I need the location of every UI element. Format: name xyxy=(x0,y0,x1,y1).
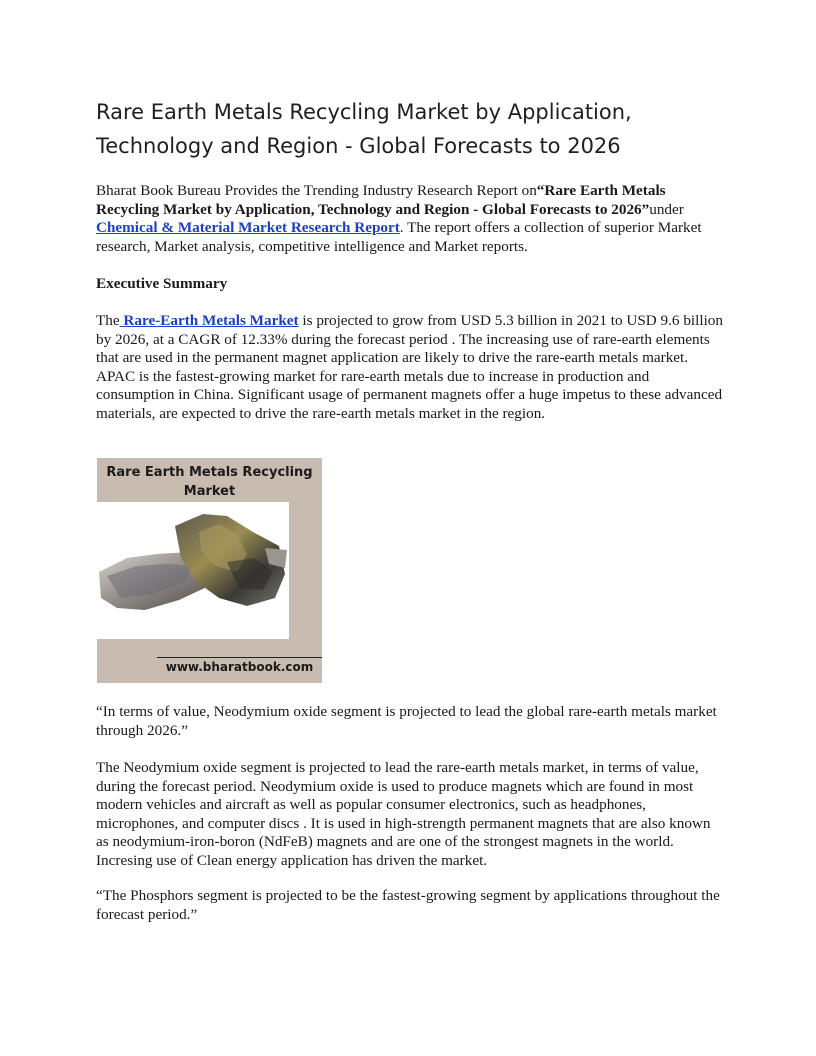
report-cover-figure xyxy=(97,458,322,683)
intro-suffix: . The report offers a collection of superior Market research, Market analysis, competitive intelligence and Market reports. xyxy=(96,219,702,255)
category-link[interactable]: Chemical & Material Market Research Report xyxy=(96,219,400,237)
neodymium-paragraph: The Neodymium oxide segment is projected to lead the rare-earth metals market, in terms of value, during the forecast period. Neodymium oxide is used to produce magnets which are found in most modern vehicles and aircraft as well as popular consumer electronics, such as headphones, microphones, and computer discs . It is used in high-strength permanent magnets that are also known as neodymium-iron-boron (NdFeB) magnets and are one of the strongest magnets in the world. Incresing use of Clean energy application has driven the market. xyxy=(96,759,711,869)
market-text: is projected to grow from USD 5.3 billion in 2021 to USD 9.6 billion by 2026, at a CAGR of 12.33% during the forecast period . The increasing use of rare-earth elements that are used in the permanent magnet application are likely to drive the rare-earth metals market. APAC is the fastest-growing market for rare-earth metals due to increase in production and consumption in China. Significant usage of permanent magnets offer a huge impetus to these advanced materials, are expected to drive the rare-earth metals market in the region. xyxy=(96,312,723,422)
executive-summary-heading: Executive Summary xyxy=(96,275,228,292)
rare-earth-metal-ore-image xyxy=(97,502,289,639)
page-title: Rare Earth Metals Recycling Market by Application, Technology and Region - Global Forecasts to 2026 xyxy=(96,100,632,158)
phosphors-quote: “The Phosphors segment is projected to be the fastest-growing segment by applications throughout the forecast period.” xyxy=(96,887,720,923)
intro-prefix: Bharat Book Bureau Provides the Trending Industry Research Report on xyxy=(96,182,537,199)
market-paragraph xyxy=(96,312,724,424)
neodymium-quote: “In terms of value, Neodymium oxide segment is projected to lead the global rare-earth metals market through 2026.” xyxy=(96,703,717,739)
market-prefix: The xyxy=(96,312,120,329)
figure-divider xyxy=(157,657,322,658)
figure-title: Rare Earth Metals Recycling Market xyxy=(106,465,313,499)
intro-under: under xyxy=(649,200,684,218)
intro-paragraph xyxy=(96,182,724,256)
rare-earth-metals-market-link[interactable]: Rare-Earth Metals Market xyxy=(119,312,299,329)
figure-website: www.bharatbook.com xyxy=(165,660,314,674)
intro-report-title: “Rare Earth Metals Recycling Market by Application, Technology and Region - Global Forecasts to 2026” xyxy=(96,182,666,218)
